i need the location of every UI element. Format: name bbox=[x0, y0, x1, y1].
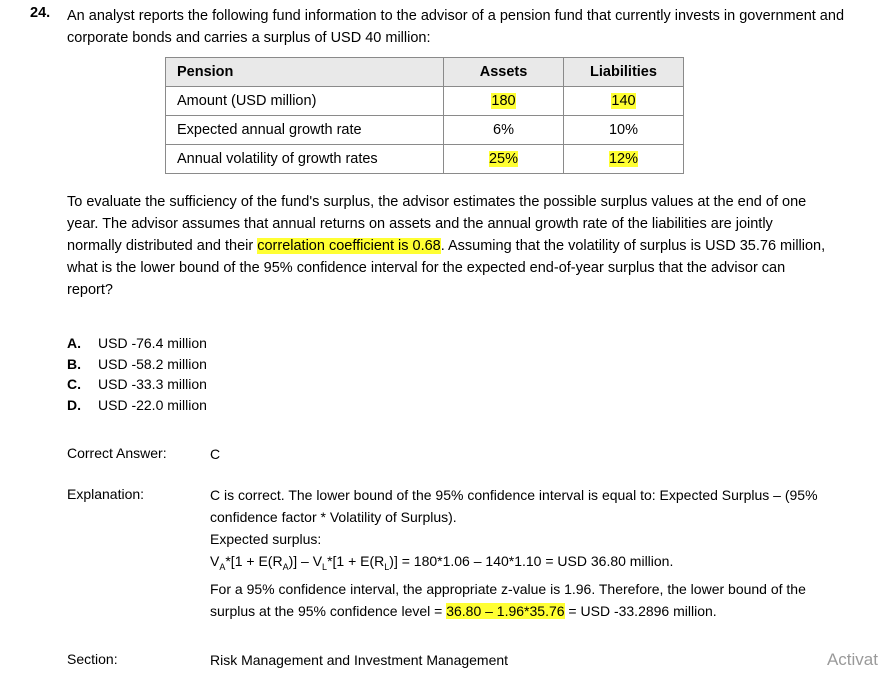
formula-sub: L bbox=[384, 561, 390, 572]
assets-amount: 180 bbox=[491, 93, 516, 109]
formula-sub: L bbox=[322, 561, 328, 572]
row-label: Amount (USD million) bbox=[166, 87, 444, 116]
activation-watermark: Activat bbox=[826, 650, 878, 669]
explanation-text: = USD -33.2896 million. bbox=[564, 602, 717, 619]
option-letter: D. bbox=[67, 396, 81, 413]
answer-options bbox=[67, 333, 207, 415]
table-header-row bbox=[166, 58, 684, 87]
liabilities-amount: 140 bbox=[611, 93, 636, 109]
formula-part: )] = 180*1.06 – 140*1.10 = USD 36.80 million. bbox=[389, 553, 674, 569]
header-pension: Pension bbox=[166, 58, 444, 87]
explanation-line: Expected surplus: bbox=[210, 531, 322, 547]
liabilities-volatility: 12% bbox=[608, 151, 639, 167]
option-letter: C. bbox=[67, 376, 81, 392]
surplus-formula bbox=[210, 550, 830, 578]
explanation-body bbox=[210, 484, 830, 622]
question-number: 24. bbox=[30, 5, 51, 21]
pension-table bbox=[165, 57, 684, 174]
formula-sub: A bbox=[219, 561, 226, 572]
table-row bbox=[166, 116, 684, 145]
header-assets: Assets bbox=[444, 58, 564, 87]
option-a bbox=[67, 333, 207, 354]
option-text: USD -58.2 million bbox=[98, 355, 207, 372]
option-text: USD -22.0 million bbox=[98, 396, 207, 413]
formula-sub: A bbox=[282, 561, 289, 572]
highlighted-calculation: 36.80 – 1.96*35.76 bbox=[446, 602, 565, 619]
correct-answer-value: C bbox=[210, 446, 221, 462]
formula-part: V bbox=[210, 553, 220, 569]
table-row bbox=[166, 145, 684, 174]
question-paragraph bbox=[67, 191, 827, 301]
explanation-line: C is correct. The lower bound of the 95% confidence interval is equal to: Expected Surplus – (95% confidence factor * Volatility of Surplus). bbox=[210, 487, 818, 525]
highlighted-correlation: correlation coefficient is 0.68 bbox=[257, 238, 441, 254]
table-row bbox=[166, 87, 684, 116]
option-text: USD -33.3 million bbox=[98, 376, 207, 392]
row-label: Annual volatility of growth rates bbox=[166, 145, 444, 174]
explanation-label: Explanation: bbox=[67, 486, 145, 502]
assets-growth: 6% bbox=[444, 116, 564, 145]
explanation-line bbox=[210, 578, 830, 622]
formula-part: *[1 + E(R bbox=[327, 553, 385, 569]
liabilities-growth: 10% bbox=[564, 116, 684, 145]
question-text: An analyst reports the following fund information to the advisor of a pension fund that currently invests in government and corporate bonds and carries a surplus of USD 40 million: bbox=[67, 8, 845, 46]
option-d bbox=[67, 395, 207, 416]
assets-volatility: 25% bbox=[488, 151, 519, 167]
formula-part: )] – V bbox=[288, 553, 323, 569]
option-text: USD -76.4 million bbox=[98, 335, 207, 351]
explanation-text: For a 95% confidence interval, the appropriate z-value is 1.96. Therefore, the lower bound of the surplus at the 95% confidence level = bbox=[210, 580, 806, 619]
paragraph-text-cont: . Assuming that the volatility of surplus is USD 35.76 million, what is the lower bound of the 95% confidence interval for the expected end-of-year surplus that the advisor can report? bbox=[67, 238, 826, 298]
section-value: Risk Management and Investment Management bbox=[210, 652, 509, 668]
paragraph-text: To evaluate the sufficiency of the fund's surplus, the advisor estimates the possible surplus values at the end of one year. The advisor assumes that annual returns on assets and the annual growth rate of the liabilities are jointly normally distributed and their bbox=[67, 194, 807, 254]
row-label: Expected annual growth rate bbox=[166, 116, 444, 145]
option-c bbox=[67, 374, 207, 395]
header-liabilities: Liabilities bbox=[564, 58, 684, 87]
option-b bbox=[67, 354, 207, 375]
section-label: Section: bbox=[67, 651, 118, 667]
correct-answer-label: Correct Answer: bbox=[67, 445, 167, 461]
option-letter: B. bbox=[67, 355, 81, 372]
formula-part: *[1 + E(R bbox=[225, 553, 283, 569]
option-letter: A. bbox=[67, 335, 81, 351]
